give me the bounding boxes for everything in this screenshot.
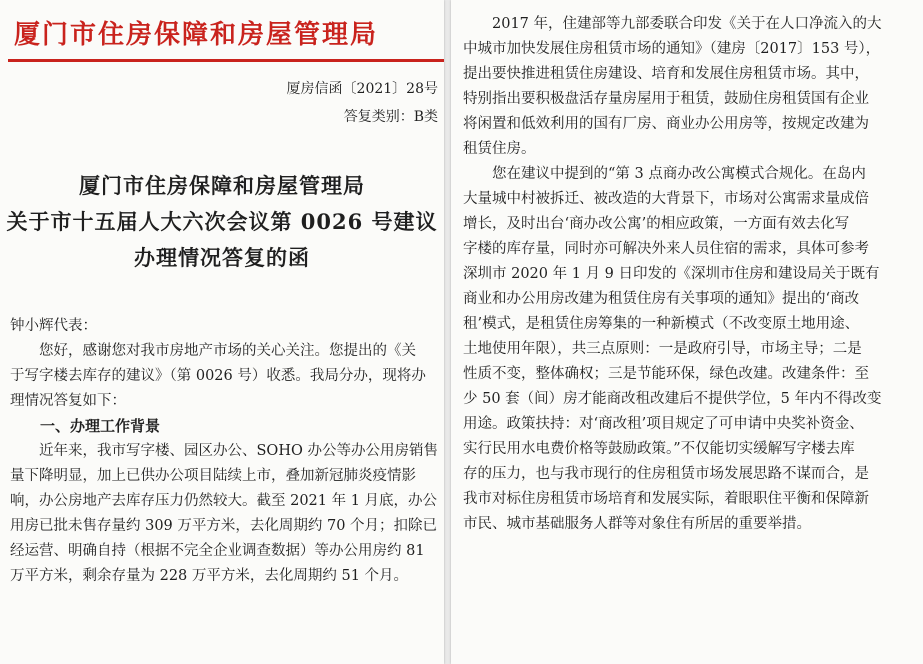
- doc-number: 厦房信函〔2021〕28号: [286, 81, 438, 97]
- body-line: 字楼的库存量，同时亦可解决外来人员住宿的需求，具体可参考: [463, 241, 869, 257]
- body-line: 近年来，我市写字楼、园区办公、SOHO 办公等办公用房销售: [10, 443, 438, 459]
- left-document-page: [0, 0, 444, 664]
- body-line: 我市对标住房租赁市场培育和发展实际，着眼职住平衡和保障新: [463, 491, 869, 507]
- red-header-rule: [8, 59, 444, 62]
- title-line-2: 关于市十五届人大六次会议第 0026 号建议: [6, 209, 438, 234]
- body-line: 将闲置和低效利用的国有厂房、商业办公用房等，按规定改建为: [463, 116, 869, 132]
- body-line: 实行民用水电费价格等鼓励政策。”不仅能切实缓解写字楼去库: [463, 441, 855, 457]
- body-line: 2017 年，住建部等九部委联合印发《关于在人口净流入的大: [463, 16, 882, 32]
- body-line: 中城市加快发展住房租赁市场的通知》（建房〔2017〕153 号），: [463, 41, 881, 57]
- org-header: 厦门市住房保障和房屋管理局: [14, 20, 379, 50]
- body-line: 性质不变，整体确权；三是节能环保，绿色改建。改建条件：至: [463, 366, 869, 382]
- body-line: 提出要快推进租赁住房建设、培育和发展住房租赁市场。其中，: [463, 66, 869, 82]
- body-line: 存的压力，也与我市现行的住房租赁市场发展思路不谋而合，是: [463, 466, 869, 482]
- body-line: 您好，感谢您对我市房地产市场的关心关注。您提出的《关: [10, 343, 416, 359]
- body-line: 万平方米，剩余存量为 228 万平方米，去化周期约 51 个月。: [10, 568, 409, 584]
- right-document-page: [451, 0, 923, 664]
- body-line: 少 50 套（间）房才能商改租改建后不提供学位，5 年内不得改变: [463, 391, 882, 407]
- body-line: 商业和办公用房改建为租赁住房有关事项的通知》提出的‘商改: [463, 291, 860, 307]
- left-body-text: [10, 314, 438, 589]
- body-line: 租赁住房。: [463, 141, 536, 157]
- body-line: 您在建议中提到的“第 3 点商办改公寓模式合规化。在岛内: [463, 166, 866, 182]
- body-line: 量下降明显，加上已供办公项目陆续上市，叠加新冠肺炎疫情影: [10, 468, 416, 484]
- body-line: 响，办公房地产去库存压力仍然较大。截至 2021 年 1 月底，办公: [10, 493, 438, 509]
- section-heading: 一、办理工作背景: [10, 417, 161, 435]
- right-body-text: [463, 12, 882, 537]
- reply-category: 答复类别：B类: [343, 109, 438, 125]
- body-line: 市民、城市基础服务人群等对象住有所居的重要举措。: [463, 516, 811, 532]
- body-line: 理情况答复如下：: [10, 393, 126, 409]
- body-line: 深圳市 2020 年 1 月 9 日印发的《深圳市住房和建设局关于既有: [463, 266, 880, 282]
- title-line-3: 办理情况答复的函: [134, 245, 310, 270]
- body-line: 于写字楼去库存的建议》（第 0026 号）收悉。我局分办，现将办: [10, 368, 426, 384]
- body-line: 用房已批未售存量约 309 万平方米，去化周期约 70 个月；扣除已: [10, 518, 438, 534]
- title-line-1: 厦门市住房保障和房屋管理局: [79, 173, 365, 198]
- body-line: 增长，及时出台‘商办改公寓’的相应政策，一方面有效去化写: [463, 216, 850, 232]
- body-line: 土地使用年限），共三点原则：一是政府引导，市场主导；二是: [463, 341, 862, 357]
- body-line: 大量城中村被拆迁、被改造的大背景下，市场对公寓需求量成倍: [463, 191, 869, 207]
- salutation: 钟小辉代表：: [10, 318, 97, 334]
- body-line: 用途。政策扶持：对‘商改租’项目规定了可申请中央奖补资金、: [463, 416, 864, 432]
- body-line: 经运营、明确自持（根据不完全企业调查数据）等办公用房约 81: [10, 543, 425, 559]
- body-line: 租’模式，是租赁住房筹集的一种新模式（不改变原土地用途、: [463, 316, 860, 332]
- body-line: 特别指出要积极盘活存量房屋用于租赁，鼓励住房租赁国有企业: [463, 91, 869, 107]
